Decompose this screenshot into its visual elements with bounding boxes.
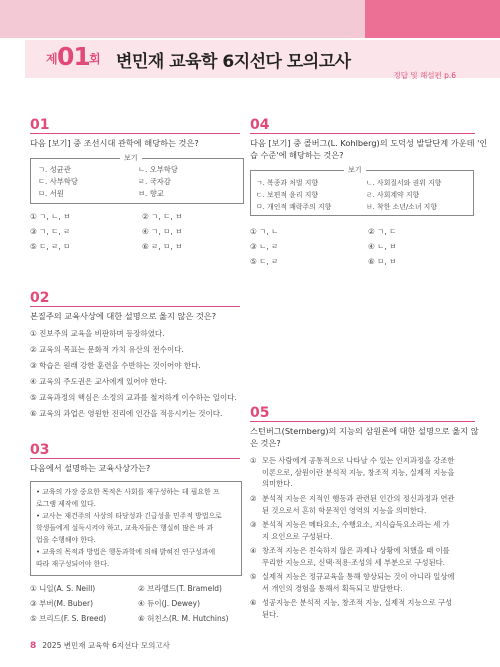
- question-number-01: 01: [30, 117, 50, 133]
- answer-option[interactable]: ④ 듀이(J. Dewey): [138, 599, 201, 608]
- question-divider: [250, 421, 475, 422]
- answer-option[interactable]: ④ ㄴ, ㅂ: [368, 242, 397, 251]
- answer-option[interactable]: ⑥ 허친스(R. M. Hutchins): [138, 614, 229, 623]
- bogi-item: ㄴ. 사회질서와 권위 지향: [366, 179, 442, 187]
- answer-option[interactable]: ⑥ 성공지능은 분석적 지능, 창조적 지능, 실제적 지능으로 구성 된다.: [250, 598, 453, 619]
- answer-option[interactable]: ④ 창조적 지능은 친숙하지 않은 과제나 상황에 처했을 때 이를 무리한 지능으로, 신택·적용·조성의 세 부분으로 구성된다.: [250, 546, 450, 567]
- answer-option[interactable]: ① 니일(A. S. Neill): [30, 584, 96, 593]
- answer-option[interactable]: ① ㄱ, ㄴ: [250, 227, 279, 236]
- bogi-item: ㄷ. 사부학당: [38, 177, 78, 186]
- page-title: 변민재 교육학 6지선다 모의고사: [116, 52, 351, 72]
- answer-option[interactable]: ④ ㄱ, ㅁ, ㅂ: [142, 227, 183, 236]
- question-divider: [30, 133, 240, 134]
- bogi-item: ㅂ. 향교: [138, 189, 164, 198]
- bogi-title: 보기: [120, 153, 142, 163]
- answer-option[interactable]: ⑥ 교육의 과업은 영원한 진리에 인간을 적응시키는 것이다.: [30, 409, 223, 418]
- answer-option[interactable]: ④ 교육의 주도권은 교사에게 있어야 한다.: [30, 377, 167, 386]
- question-number-03: 03: [30, 442, 50, 458]
- answer-reference: 정답 및 해설편 p.6: [393, 71, 456, 80]
- description-line: • 교육의 목적과 방법은 행동과학에 의해 밝혀진 연구성과에: [36, 548, 216, 556]
- question-number-04: 04: [250, 117, 270, 133]
- bogi-item: ㄷ. 보편적 윤리 지향: [256, 191, 319, 199]
- question-text: 습 수준'에 해당하는 것은?: [250, 150, 344, 160]
- question-text: 스턴버그(Sternberg)의 지능의 삼원론에 대한 설명으로 옳지 않: [250, 426, 479, 436]
- question-text: 본질주의 교육사상에 대한 설명으로 옳지 않은 것은?: [30, 311, 217, 321]
- bogi-title: 보기: [344, 165, 366, 175]
- bogi-item: ㄴ. 오부학당: [138, 165, 178, 174]
- question-text: 은 것은?: [250, 438, 281, 448]
- answer-option[interactable]: ① ㄱ, ㄴ, ㅂ: [30, 212, 71, 221]
- answer-option[interactable]: ⑤ ㄷ, ㄹ, ㅁ: [30, 242, 71, 251]
- bogi-item: ㄱ. 복종과 처벌 지향: [256, 179, 319, 187]
- top-banner-accent: [365, 0, 500, 38]
- answer-option[interactable]: ① 진보주의 교육을 비판하며 등장하였다.: [30, 329, 165, 338]
- question-divider: [30, 458, 240, 459]
- question-text: 다음에서 설명하는 교육사상가는?: [30, 463, 151, 473]
- bogi-item: ㅂ. 착한 소년/소녀 지향: [366, 203, 437, 211]
- answer-option[interactable]: ⑤ 실제적 지능은 정규교육을 통해 향상되는 것이 아니라 일상에 서 개인의 경험을 통해서 획득되고 발달한다.: [250, 572, 455, 593]
- question-text: 다음 [보기] 중 조선시대 관학에 해당하는 것은?: [30, 138, 199, 148]
- question-text: 다음 [보기] 중 콜버그(L. Kohlberg)의 도덕성 발달단계 가운데 '인: [250, 138, 488, 148]
- answer-option[interactable]: ② ㄱ, ㄷ: [368, 227, 397, 236]
- description-line: 학생들에게 설득시켜야 하고, 교육자들은 행실히 많은 바 과: [36, 524, 214, 532]
- question-divider: [30, 306, 240, 307]
- answer-option[interactable]: ⑥ ㄹ, ㅁ, ㅂ: [142, 242, 183, 251]
- answer-option[interactable]: ② 브라멜드(T. Brameld): [138, 584, 222, 593]
- description-line: 업을 수행해야 한다.: [36, 536, 96, 544]
- question-number-02: 02: [30, 290, 50, 306]
- answer-option[interactable]: ⑤ ㄷ, ㄹ: [250, 257, 279, 266]
- round-number: 01: [57, 42, 90, 71]
- footer-text: 2025 변민재 교육학 6지선다 모의고사: [42, 641, 170, 650]
- bogi-item: ㄹ. 사회계약 지향: [366, 191, 420, 199]
- question-divider: [250, 133, 475, 134]
- bogi-item: ㄱ. 성균관: [38, 165, 71, 174]
- answer-option[interactable]: ② 분석적 지능은 지적인 행동과 관련된 인간의 정신과정과 연관 된 것으로서 흔히 학문적인 영역의 지능을 의미한다.: [250, 494, 455, 515]
- description-line: • 교육의 가장 중요한 목적은 사회를 재구성하는 데 필요한 프: [36, 488, 220, 496]
- answer-option[interactable]: ③ ㄴ, ㄹ: [250, 242, 279, 251]
- round-prefix: 제: [46, 52, 58, 66]
- bogi-item: ㅁ. 서원: [38, 189, 64, 198]
- page-footer: [30, 640, 170, 651]
- answer-option[interactable]: ③ 부버(M. Buber): [30, 599, 94, 608]
- answer-option[interactable]: ⑤ 교육과정의 핵심은 소정의 교과를 철저하게 이수하는 일이다.: [30, 393, 237, 402]
- page-number: 8: [30, 641, 37, 651]
- description-line: • 교사는 재건주의 사상의 타당성과 긴급성을 민주적 방법으로: [36, 512, 222, 520]
- answer-option[interactable]: ⑥ ㅁ, ㅂ: [368, 257, 397, 266]
- round-suffix: 회: [89, 52, 101, 66]
- bogi-item: ㅁ. 개인적 쾌락주의 지향: [256, 203, 332, 211]
- description-line: 로그램 제작에 있다.: [36, 500, 96, 508]
- answer-option[interactable]: ③ ㄱ, ㄷ, ㄹ: [30, 227, 71, 236]
- bogi-item: ㄹ. 국자감: [138, 177, 171, 186]
- answer-option[interactable]: ③ 학습은 원래 강한 훈련을 수반하는 것이어야 한다.: [30, 361, 201, 370]
- answer-option[interactable]: ⑤ 브리드(F. S. Breed): [30, 614, 107, 623]
- answer-option[interactable]: ② ㄱ, ㄷ, ㅂ: [142, 212, 183, 221]
- answer-option[interactable]: ③ 분석적 지능은 메타요소, 수행요소, 지식습득요소라는 세 가 지 요인으로 구성된다.: [250, 520, 450, 541]
- question-number-05: 05: [250, 405, 270, 421]
- answer-option[interactable]: ② 교육의 목표는 문화적 가치 유산의 전수이다.: [30, 345, 184, 354]
- answer-option[interactable]: ① 모든 사람에게 공통적으로 나타날 수 있는 인지과정을 강조한 이론으로, 삼원이란 분석적 지능, 창조적 지능, 실제적 지능을 의미한다.: [250, 456, 455, 488]
- description-line: 따라 재구성되어야 한다.: [36, 560, 110, 568]
